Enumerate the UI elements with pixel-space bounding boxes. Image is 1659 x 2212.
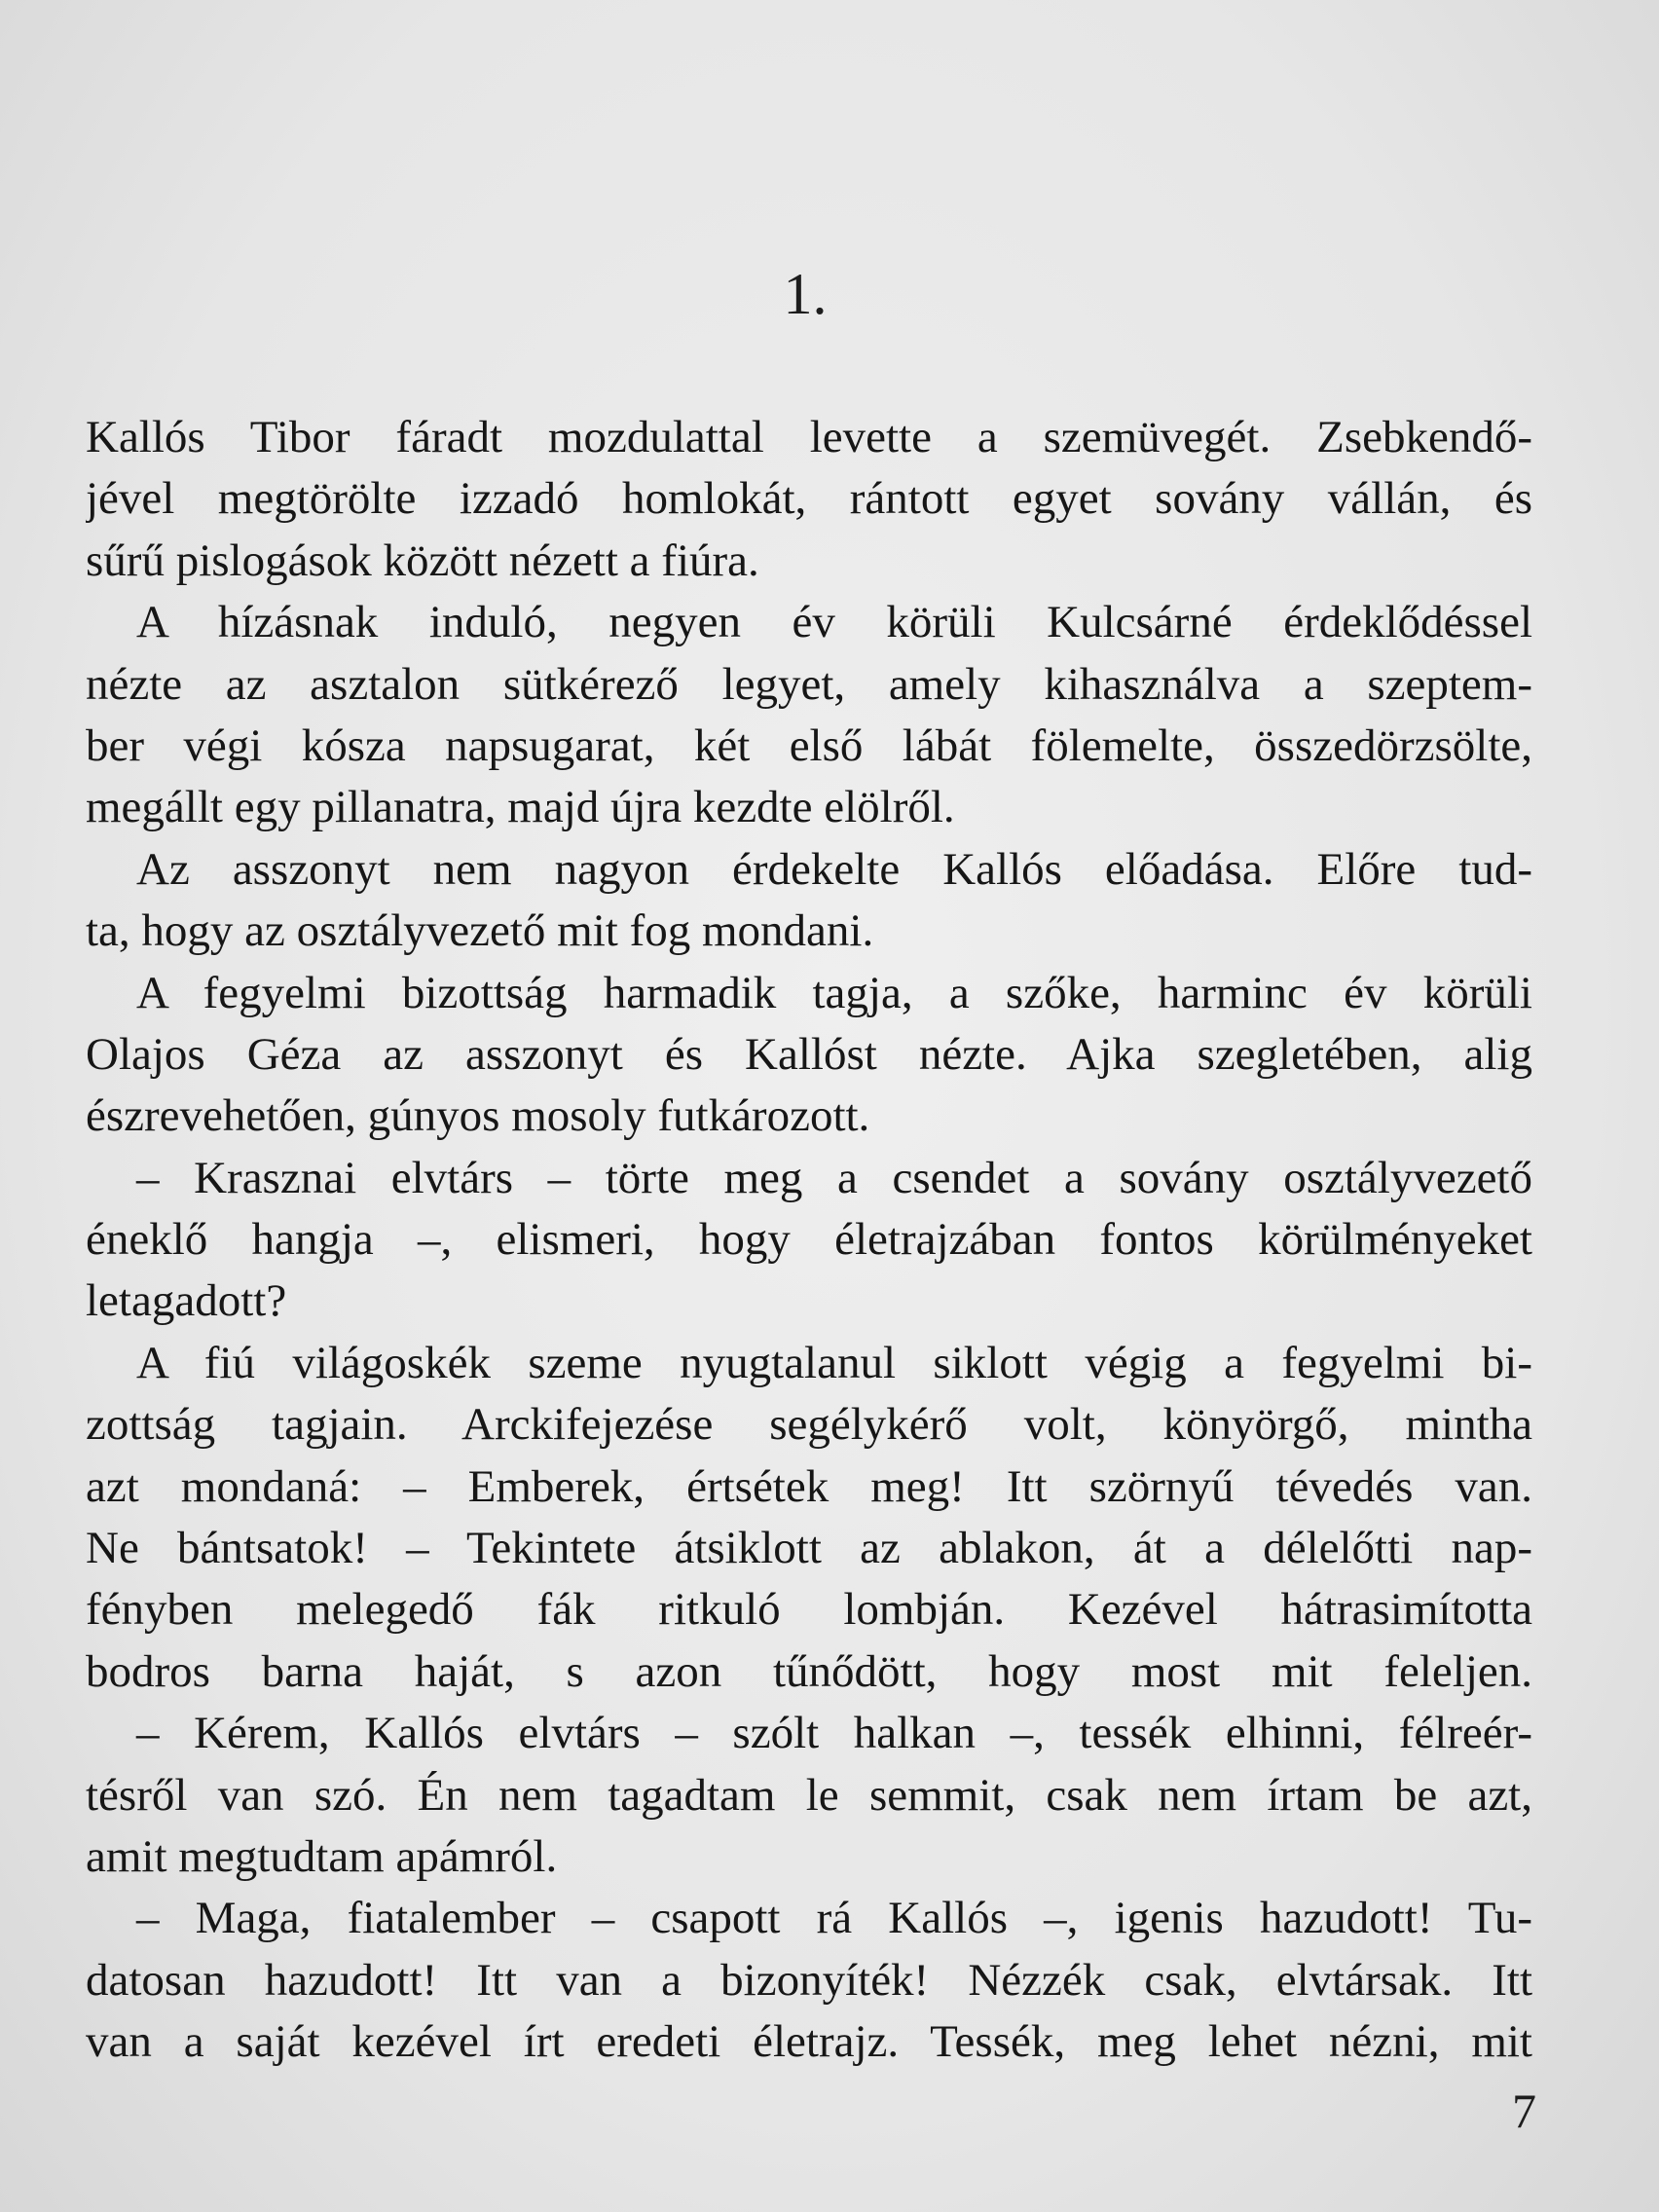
text-line: van a saját kezével írt eredeti életrajz. Tessék, meg lehet nézni, mit	[86, 2016, 1532, 2068]
text-line: Ne bántsatok! – Tekintete átsiklott az ablakon, át a délelőtti nap-	[86, 1523, 1532, 1574]
text-line: letagadott?	[86, 1275, 287, 1327]
page-number: 7	[1512, 2083, 1536, 2138]
text-line: nézte az asztalon sütkérező legyet, amely kihasználva a szeptem-	[86, 658, 1532, 710]
text-line: bodros barna haját, s azon tűnődött, hogy most mit feleljen.	[86, 1645, 1532, 1697]
text-line: tésről van szó. Én nem tagadtam le semmit, csak nem írtam be azt,	[86, 1769, 1532, 1821]
text-line: datosan hazudott! Itt van a bizonyíték! Nézzék csak, elvtársak. Itt	[86, 1954, 1532, 2006]
text-line: A fegyelmi bizottság harmadik tagja, a szőke, harminc év körüli	[136, 967, 1532, 1018]
text-line: – Kérem, Kallós elvtárs – szólt halkan –, tessék elhinni, félreér-	[136, 1708, 1532, 1759]
text-line: ta, hogy az osztályvezető mit fog mondani.	[86, 905, 874, 957]
text-line: amit megtudtam apámról.	[86, 1830, 558, 1882]
text-line: – Krasznai elvtárs – törte meg a csendet a sovány osztályvezető	[136, 1152, 1532, 1203]
text-line: – Maga, fiatalember – csapott rá Kallós –, igenis hazudott! Tu-	[136, 1893, 1532, 1944]
text-line: megállt egy pillanatra, majd újra kezdte elölről.	[86, 782, 955, 833]
text-line: A fiú világoskék szeme nyugtalanul siklott végig a fegyelmi bi-	[136, 1337, 1532, 1388]
text-line: fényben melegedő fák ritkuló lombján. Kezével hátrasimította	[86, 1584, 1532, 1636]
text-line: sűrű pislogások között nézett a fiúra.	[86, 535, 759, 586]
text-line: azt mondaná: – Emberek, értsétek meg! Itt szörnyű tévedés van.	[86, 1460, 1532, 1512]
text-line: Kallós Tibor fáradt mozdulattal levette a szemüvegét. Zsebkendő-	[86, 412, 1532, 462]
text-line: jével megtörölte izzadó homlokát, rántott egyet sovány vállán, és	[86, 473, 1532, 525]
chapter-number: 1.	[783, 262, 828, 326]
text-line: A hízásnak induló, negyen év körüli Kulcsárné érdeklődéssel	[136, 597, 1532, 648]
body-text	[86, 407, 1532, 2074]
text-line: észrevehetően, gúnyos mosoly futkározott.	[86, 1090, 870, 1142]
text-line: ber végi kósza napsugarat, két első lábát fölemelte, összedörzsölte,	[86, 719, 1532, 771]
text-line: Olajos Géza az asszonyt és Kallóst nézte. Ajka szegletében, alig	[86, 1028, 1532, 1080]
text-line: Az asszonyt nem nagyon érdekelte Kallós előadása. Előre tud-	[136, 843, 1532, 895]
text-line: éneklő hangja –, elismeri, hogy életrajzában fontos körülményeket	[86, 1214, 1532, 1266]
text-line: zottság tagjain. Arckifejezése segélykérő volt, könyörgő, mintha	[86, 1399, 1532, 1451]
